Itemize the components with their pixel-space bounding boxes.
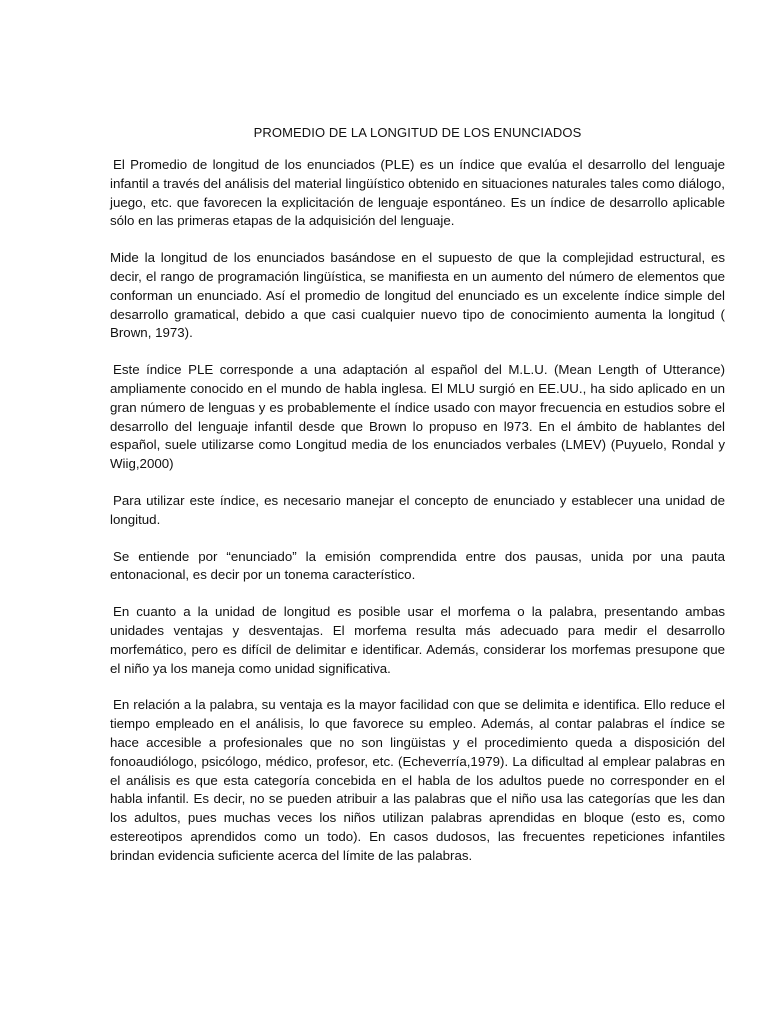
- paragraph-enunciado-definition: Se entiende por “enunciado” la emisión comprendida entre dos pausas, unida por una pauta entonacional, es decir por un tonema característico.: [110, 548, 725, 583]
- paragraph-unit-of-length: En cuanto a la unidad de longitud es posible usar el morfema o la palabra, presentando ambas unidades ventajas y desventajas. El morfema resulta más adecuado para medir el desarrollo morfemático, pero es difícil de delimitar e identificar. Además, considerar los morfemas presupone que el niño ya los maneja como unidad significativa.: [110, 604, 725, 676]
- document-page: [110, 124, 725, 884]
- paragraph-word-unit: En relación a la palabra, su ventaja es la mayor facilidad con que se delimita e identifica. Ello reduce el tiempo empleado en el análisis, lo que favorece su empleo. Además, al contar palabras el índice se hace accesible a profesionales que no son lingüistas y el procedimiento queda a disposición del fonoaudiólogo, psicólogo, médico, profesor, etc. (Echeverría,1979). La dificultad al emplear palabras en el análisis es que esta categoría concebida en el habla de los adultos puede no corresponder en el habla infantil. Es decir, no se pueden atribuir a las palabras que el niño usa las categorías que les dan los adultos, pues muchas veces los niños utilizan palabras aprendidas en bloque (esto es, como estereotipos aprendidos como un todo). En casos dudosos, las frecuentes repeticiones infantiles brindan evidencia suficiente acerca del límite de las palabras.: [110, 697, 725, 863]
- paragraph-measurement: Mide la longitud de los enunciados basándose en el supuesto de que la complejidad estructural, es decir, el rango de programación lingüística, se manifiesta en un aumento del número de elementos que conforman un enunciado. Así el promedio de longitud del enunciado es un excelente índice simple del desarrollo gramatical, debido a que casi cualquier nuevo tipo de conocimiento aumenta la longitud ( Brown, 1973).: [110, 250, 725, 341]
- paragraph-mlu-origin: Este índice PLE corresponde a una adaptación al español del M.L.U. (Mean Length of Utterance) ampliamente conocido en el mundo de habla inglesa. El MLU surgió en EE.UU., ha sido aplicado en un gran número de lenguas y es probablemente el índice usado con mayor frecuencia en estudios sobre el desarrollo del lenguaje infantil desde que Brown lo propuso en l973. En el ámbito de hablantes del español, suele utilizarse como Longitud media de los enunciados verbales (LMEV) (Puyuelo, Rondal y Wiig,2000): [110, 362, 725, 472]
- paragraph-usage: Para utilizar este índice, es necesario manejar el concepto de enunciado y establecer una unidad de longitud.: [110, 492, 725, 527]
- document-title: PROMEDIO DE LA LONGITUD DE LOS ENUNCIADOS: [253, 125, 582, 140]
- paragraph-definition: El Promedio de longitud de los enunciados (PLE) es un índice que evalúa el desarrollo del lenguaje infantil a través del análisis del material lingüístico obtenido en situaciones naturales tales como diálogo, juego, etc. que favorecen la explicitación de lenguaje espontáneo. Es un índice de desarrollo aplicable sólo en las primeras etapas de la adquisición del lenguaje.: [110, 157, 725, 229]
